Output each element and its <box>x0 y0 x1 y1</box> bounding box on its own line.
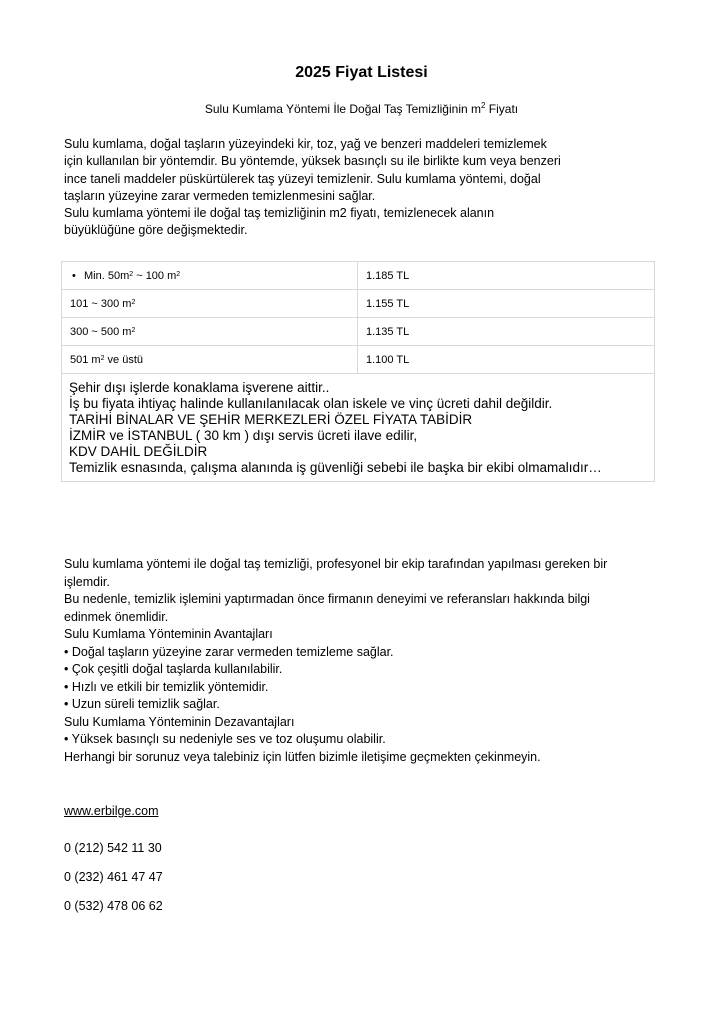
note-line: İZMİR ve İSTANBUL ( 30 km ) dışı servis ücreti ilave edilir, <box>69 428 418 443</box>
page-title: 2025 Fiyat Listesi <box>295 64 428 81</box>
body-line: Herhangi bir sorunuz veya talebiniz için lütfen bizimle iletişime geçmekten çekinmeyin. <box>64 749 541 764</box>
table-row <box>62 346 655 374</box>
range-superscript: 2 <box>176 270 181 278</box>
range-text: 300 ~ 500 m <box>70 325 132 338</box>
range-text: 501 m <box>70 353 101 366</box>
body-section <box>64 556 684 766</box>
page-subtitle <box>0 101 723 117</box>
subtitle-superscript: 2 <box>481 101 486 110</box>
subtitle-tail: Fiyatı <box>485 102 519 116</box>
range-superscript: 2 <box>131 326 136 334</box>
range-superscript: 2 <box>129 270 134 278</box>
note-line: Temizlik esnasında, çalışma alanında iş güvenliği sebebi ile başka bir ekibi olmamalıdır… <box>69 460 602 475</box>
intro-line: için kullanılan bir yöntemdir. Bu yöntemde, yüksek basınçlı su ile birlikte kum veya benzeri <box>64 154 561 169</box>
phone-number: 0 (532) 478 06 62 <box>64 899 163 913</box>
table-row <box>62 290 655 318</box>
range-superscript: 2 <box>100 354 105 362</box>
range-text: Min. 50m <box>84 269 130 282</box>
intro-line: ince taneli maddeler püskürtülerek taş yüzeyi temizlenir. Sulu kumlama yöntemi, doğal <box>64 171 541 186</box>
price-cell: 1.135 TL <box>358 318 655 346</box>
list-item: • Hızlı ve etkili bir temizlik yöntemidir. <box>64 679 269 694</box>
range-cell <box>62 318 358 346</box>
price-cell: 1.155 TL <box>358 290 655 318</box>
price-table <box>61 261 655 482</box>
notes-row <box>62 374 655 482</box>
bullet-icon: • <box>72 269 76 282</box>
range-mid: ve üstü <box>104 353 144 366</box>
intro-paragraph <box>64 136 664 240</box>
price-cell: 1.100 TL <box>358 346 655 374</box>
range-mid: ~ 100 m <box>133 269 177 282</box>
intro-line: taşların yüzeyine zarar vermeden temizlenmesini sağlar. <box>64 188 376 203</box>
body-line: edinmek önemlidir. <box>64 609 169 624</box>
notes-cell <box>62 374 655 482</box>
list-item: • Uzun süreli temizlik sağlar. <box>64 697 220 711</box>
body-line: Sulu kumlama yöntemi ile doğal taş temizliği, profesyonel bir ekip tarafından yapılması gereken bir <box>64 557 608 571</box>
intro-line: büyüklüğüne göre değişmektedir. <box>64 223 248 238</box>
note-line: KDV DAHİL DEĞİLDİR <box>69 444 208 459</box>
phone-number: 0 (232) 461 47 47 <box>64 870 163 884</box>
intro-line: Sulu kumlama, doğal taşların yüzeyindeki kir, toz, yağ ve benzeri maddeleri temizlemek <box>64 137 547 151</box>
range-cell <box>62 262 358 290</box>
price-cell: 1.185 TL <box>358 262 655 290</box>
body-line: Bu nedenle, temizlik işlemini yaptırmadan önce firmanın deneyimi ve referansları hakkında bilgi <box>64 592 590 606</box>
note-line: İş bu fiyata ihtiyaç halinde kullanılanılacak olan iskele ve vinç ücreti dahil değildir. <box>69 396 553 411</box>
note-line: Şehir dışı işlerde konaklama işverene aittir.. <box>69 380 330 395</box>
section-heading-advantages: Sulu Kumlama Yönteminin Avantajları <box>64 627 273 641</box>
note-line: TARİHİ BİNALAR VE ŞEHİR MERKEZLERİ ÖZEL FİYATA TABİDİR <box>69 412 473 427</box>
list-item: • Doğal taşların yüzeyine zarar vermeden temizleme sağlar. <box>64 644 394 659</box>
website-link[interactable]: www.erbilge.com <box>64 804 159 818</box>
phone-number: 0 (212) 542 11 30 <box>64 841 162 855</box>
range-superscript: 2 <box>131 298 136 306</box>
subtitle-text: Sulu Kumlama Yöntemi İle Doğal Taş Temizliğinin m <box>204 102 481 116</box>
section-heading-disadvantages: Sulu Kumlama Yönteminin Dezavantajları <box>64 714 295 729</box>
table-row <box>62 262 655 290</box>
intro-line: Sulu kumlama yöntemi ile doğal taş temizliğinin m2 fiyatı, temizlenecek alanın <box>64 206 495 221</box>
range-cell <box>62 346 358 374</box>
body-line: işlemdir. <box>64 574 110 589</box>
range-text: 101 ~ 300 m <box>70 297 132 310</box>
table-row <box>62 318 655 346</box>
list-item: • Çok çeşitli doğal taşlarda kullanılabilir. <box>64 662 283 676</box>
list-item: • Yüksek basınçlı su nedeniyle ses ve toz oluşumu olabilir. <box>64 732 386 746</box>
range-cell <box>62 290 358 318</box>
